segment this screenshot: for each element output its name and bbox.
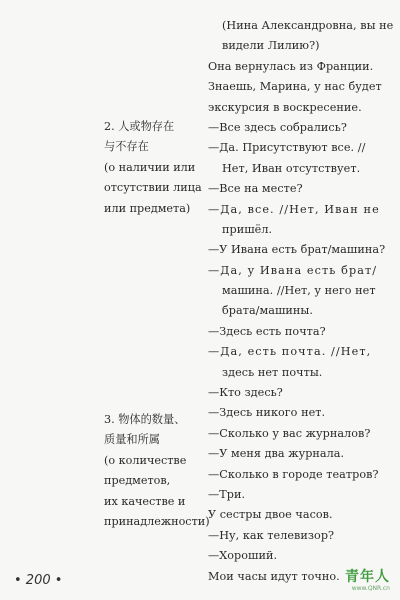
text-line: брата/машины. bbox=[222, 304, 313, 318]
heading-line: 质量和所属 bbox=[104, 433, 160, 447]
text-line: Она вернулась из Франции. bbox=[208, 59, 374, 73]
text-line: здесь нет почты. bbox=[222, 365, 323, 379]
text-line: —Кто здесь? bbox=[208, 386, 283, 400]
text-line: —У меня два журнала. bbox=[208, 447, 345, 461]
text-line: видели Лилию?) bbox=[222, 39, 320, 53]
heading-line: 3. 物体的数量、 bbox=[104, 413, 186, 426]
text-line: Мои часы идут точно. bbox=[208, 569, 340, 583]
watermark-url: www.QNR.cn bbox=[351, 585, 390, 592]
text-line: —Здесь никого нет. bbox=[208, 406, 326, 420]
text-line: —Три. bbox=[208, 487, 246, 501]
section-heading-quantity bbox=[104, 410, 208, 532]
text-line: —Да. Присутствуют все. // bbox=[208, 141, 366, 155]
text-line: —Здесь есть почта? bbox=[208, 324, 326, 338]
text-line: —У Ивана есть брат/машина? bbox=[208, 243, 386, 257]
text-line: машина. //Нет, у него нет bbox=[222, 284, 376, 298]
watermark-title: 青年人 bbox=[345, 569, 390, 585]
heading-line: (о наличии или bbox=[104, 160, 196, 174]
heading-line: или предмета) bbox=[104, 201, 191, 215]
text-line: пришёл. bbox=[222, 222, 273, 236]
text-line: —Да, у Ивана есть брат/ bbox=[208, 263, 378, 277]
heading-line: 与不存在 bbox=[104, 140, 149, 154]
text-line: экскурсия в воскресение. bbox=[208, 100, 362, 114]
dialogue-column bbox=[208, 16, 394, 587]
page-number: • 200 • bbox=[14, 573, 63, 588]
section-heading-existence bbox=[104, 117, 208, 219]
heading-line: предметов, bbox=[104, 474, 171, 488]
text-line: —Да, есть почта. //Нет, bbox=[208, 345, 372, 359]
heading-line: отсутствии лица bbox=[104, 181, 202, 195]
text-line: —Все здесь собрались? bbox=[208, 120, 347, 134]
heading-line: (о количестве bbox=[104, 453, 187, 467]
text-line: (Нина Александровна, вы не bbox=[222, 19, 394, 32]
heading-line: 2. 人或物存在 bbox=[104, 120, 175, 133]
text-line: У сестры двое часов. bbox=[208, 508, 333, 522]
text-line: —Сколько в городе театров? bbox=[208, 467, 379, 481]
text-line: —Да, все. //Нет, Иван не bbox=[208, 202, 380, 216]
text-line: —Хороший. bbox=[208, 549, 278, 563]
text-line: —Ну, как телевизор? bbox=[208, 528, 335, 542]
text-line: —Все на месте? bbox=[208, 182, 303, 196]
heading-line: их качестве и bbox=[104, 494, 186, 508]
watermark-logo bbox=[345, 566, 390, 592]
text-line: —Сколько у вас журналов? bbox=[208, 426, 371, 440]
heading-line: принадлежности) bbox=[104, 514, 210, 528]
text-line: Нет, Иван отсутствует. bbox=[222, 161, 361, 175]
text-line: Знаешь, Марина, у нас будет bbox=[208, 80, 382, 94]
